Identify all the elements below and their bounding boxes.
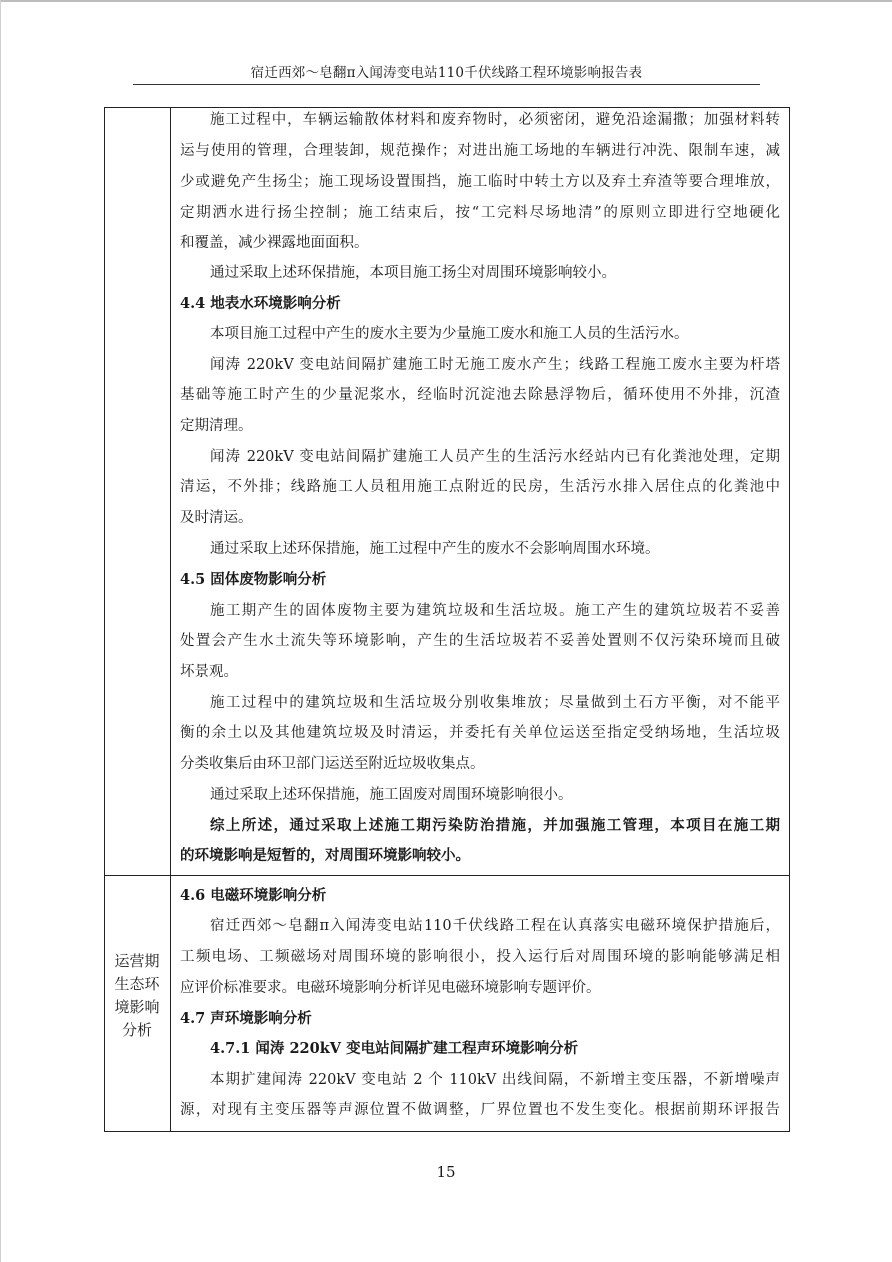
paragraph-line: 分类收集后由环卫部门运送至附近垃圾收集点。 [180,756,485,772]
paragraph-line: 通过采取上述环保措施，施工固废对周围环境影响很小。 [210,787,573,803]
paragraph-line: 定期洒水进行扬尘控制；施工结束后，按“工完料尽场地清”的原则立即进行空地硬化 [180,205,780,221]
paragraph-line: 闻涛 220kV 变电站间隔扩建施工人员产生的生活污水经站内已有化粪池处理，定期 [210,449,780,465]
paragraph-line: 衡的余土以及其他建筑垃圾及时清运，并委托有关单位运送至指定受纳场地，生活垃圾 [180,725,780,741]
paragraph-line: 基础等施工时产生的少量泥浆水，经临时沉淀池去除悬浮物后，循环使用不外排，沉渣 [180,387,780,403]
paragraph-line: 和覆盖，减少裸露地面面积。 [180,235,369,251]
paragraph-line: 通过采取上述环保措施，施工过程中产生的废水不会影响周围水环境。 [210,541,660,557]
label-line: 生态环 [114,975,160,993]
label-line: 运营期 [114,952,160,970]
header-rule [133,84,760,85]
page-number: 15 [436,1163,456,1181]
paragraph-line: 源，对现有主变压器等声源位置不做调整，厂界位置也不发生变化。根据前期环评报告 [180,1102,780,1118]
paragraph-line: 本项目施工过程中产生的废水主要为少量施工废水和施工人员的生活污水。 [210,326,689,342]
label-line: 分析 [121,1021,152,1039]
paragraph-line: 施工过程中的建筑垃圾和生活垃圾分别收集堆放；尽量做到土石方平衡，对不能平 [210,695,780,711]
paragraph-line: 少或避免产生扬尘；施工现场设置围挡，施工临时中转土方以及弃土弃渣等要合理堆放， [180,174,780,190]
paragraph-line: 施工过程中，车辆运输散体材料和废弃物时，必须密闭，避免沿途漏撒；加强材料转 [210,112,780,128]
section-heading-4-6: 4.6 电磁环境影响分析 [180,887,327,904]
paragraph-line: 应评价标准要求。电磁环境影响分析详见电磁环境影响专题评价。 [180,980,601,996]
paragraph-line: 施工期产生的固体废物主要为建筑垃圾和生活垃圾。施工产生的建筑垃圾若不妥善 [210,603,780,619]
summary-line: 的环境影响是短暂的，对周围环境影响较小。 [180,847,470,864]
label-line: 境影响 [114,998,160,1016]
paragraph-line: 通过采取上述环保措施，本项目施工扬尘对周围环境影响较小。 [210,265,616,281]
section-heading-4-7: 4.7 声环境影响分析 [180,1010,312,1027]
table-row-divider [104,875,790,876]
table-column-divider [170,107,171,1132]
paragraph-line: 定期清理。 [180,418,253,434]
page-left-edge [0,0,1,1262]
subsection-heading-4-7-1: 4.7.1 闻涛 220kV 变电站间隔扩建工程声环境影响分析 [210,1040,579,1057]
paragraph-line: 工频电场、工频磁场对周围环境的影响很小，投入运行后对周围环境的影响能够满足相 [180,949,780,965]
section-heading-4-4: 4.4 地表水环境影响分析 [180,295,341,312]
paragraph-line: 处置会产生水土流失等环境影响，产生的生活垃圾若不妥善处置则不仅污染环境而且破 [180,633,780,649]
paragraph-line: 运与使用的管理，合理装卸，规范操作；对进出施工场地的车辆进行冲洗、限制车速，减 [180,143,780,159]
paragraph-line: 宿迁西郊～皂翻π入闻涛变电站110千伏线路工程在认真落实电磁环境保护措施后， [210,918,780,934]
paragraph-line: 及时清运。 [180,510,253,526]
paragraph-line: 清运，不外排；线路施工人员租用施工点附近的民房，生活污水排入居住点的化粪池中 [180,479,780,495]
running-header: 宿迁西郊～皂翻π入闻涛变电站110千伏线路工程环境影响报告表 [250,65,643,81]
paragraph-line: 闻涛 220kV 变电站间隔扩建施工时无施工废水产生；线路工程施工废水主要为杆塔 [210,357,780,373]
page-top-edge [0,0,892,2]
section-heading-4-5: 4.5 固体废物影响分析 [180,571,327,588]
operation-period-label [104,950,170,1042]
summary-line: 综上所述，通过采取上述施工期污染防治措施，并加强施工管理，本项目在施工期 [210,817,780,834]
paragraph-line: 坏景观。 [180,664,238,680]
paragraph-line: 本期扩建闻涛 220kV 变电站 2 个 110kV 出线间隔，不新增主变压器，不新增噪声 [210,1072,780,1088]
